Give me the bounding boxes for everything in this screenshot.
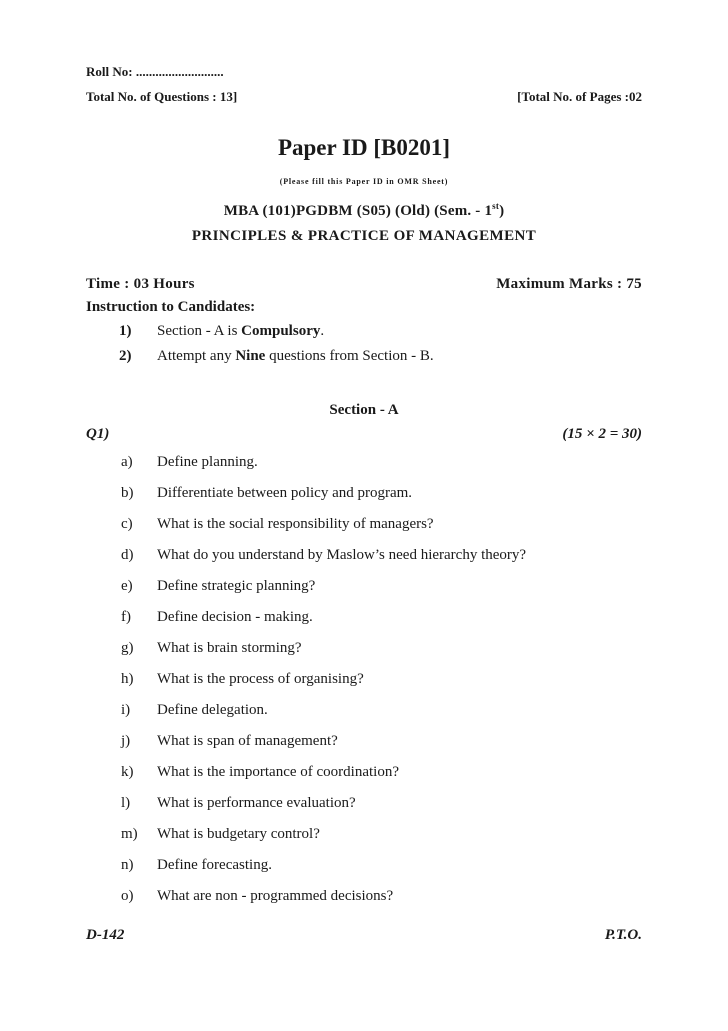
instruction-text: Section - A is Compulsory. (157, 323, 325, 339)
item-text: What is the social responsibility of managers? (157, 516, 434, 532)
roll-no: Roll No: ........................... (86, 64, 224, 79)
question-marks: (15 × 2 = 30) (562, 426, 642, 442)
item-text: What is performance evaluation? (157, 795, 356, 811)
item-text: What do you understand by Maslow’s need hierarchy theory? (157, 547, 527, 563)
time-label: Time : 03 Hours (86, 276, 195, 292)
item-label: c) (121, 516, 133, 532)
item-label: d) (121, 547, 134, 563)
subject-title: PRINCIPLES & PRACTICE OF MANAGEMENT (191, 228, 537, 244)
pto-label: P.T.O. (604, 927, 642, 943)
item-label: e) (121, 578, 133, 594)
item-label: a) (121, 454, 133, 470)
paper-id: Paper ID [B0201] (277, 135, 451, 160)
item-text: Define forecasting. (157, 857, 272, 873)
course-suffix: ) (499, 203, 505, 219)
item-label: g) (121, 640, 134, 656)
paper-code: D-142 (86, 927, 125, 943)
item-label: n) (121, 857, 134, 873)
question-number: Q1) (86, 426, 110, 442)
max-marks: Maximum Marks : 75 (496, 276, 642, 292)
item-text: What is budgetary control? (157, 826, 320, 842)
item-text: What is brain storming? (157, 640, 302, 656)
item-label: b) (121, 485, 134, 501)
item-label: j) (121, 733, 131, 749)
total-pages: [Total No. of Pages :02 (517, 89, 642, 104)
item-text: What is the process of organising? (157, 671, 364, 687)
item-label: m) (121, 826, 138, 842)
item-label: i) (121, 702, 131, 718)
item-label: l) (121, 795, 131, 811)
item-label: h) (121, 671, 134, 687)
item-text: Define strategic planning? (157, 578, 316, 594)
item-label: o) (121, 888, 134, 904)
item-text: Define planning. (157, 454, 258, 470)
course-line (0, 201, 728, 220)
item-text: What are non - programmed decisions? (157, 888, 394, 904)
total-questions: Total No. of Questions : 13] (86, 89, 238, 104)
item-text: What is span of management? (157, 733, 338, 749)
course-sup: st (492, 201, 500, 211)
instruction-number: 2) (119, 348, 132, 364)
omr-note: (Please fill this Paper ID in OMR Sheet) (279, 177, 449, 186)
item-label: f) (121, 609, 131, 625)
instructions-heading: Instruction to Candidates: (86, 299, 256, 315)
item-text: Define delegation. (157, 702, 268, 718)
section-title: Section - A (329, 402, 399, 418)
course-prefix: MBA (101)PGDBM (S05) (Old) (Sem. - 1 (223, 203, 493, 219)
instruction-number: 1) (119, 323, 132, 339)
item-label: k) (121, 764, 134, 780)
item-text: Differentiate between policy and program. (157, 485, 413, 501)
instruction-text: Attempt any Nine questions from Section - B. (157, 348, 434, 364)
item-text: What is the importance of coordination? (157, 764, 399, 780)
item-text: Define decision - making. (157, 609, 313, 625)
